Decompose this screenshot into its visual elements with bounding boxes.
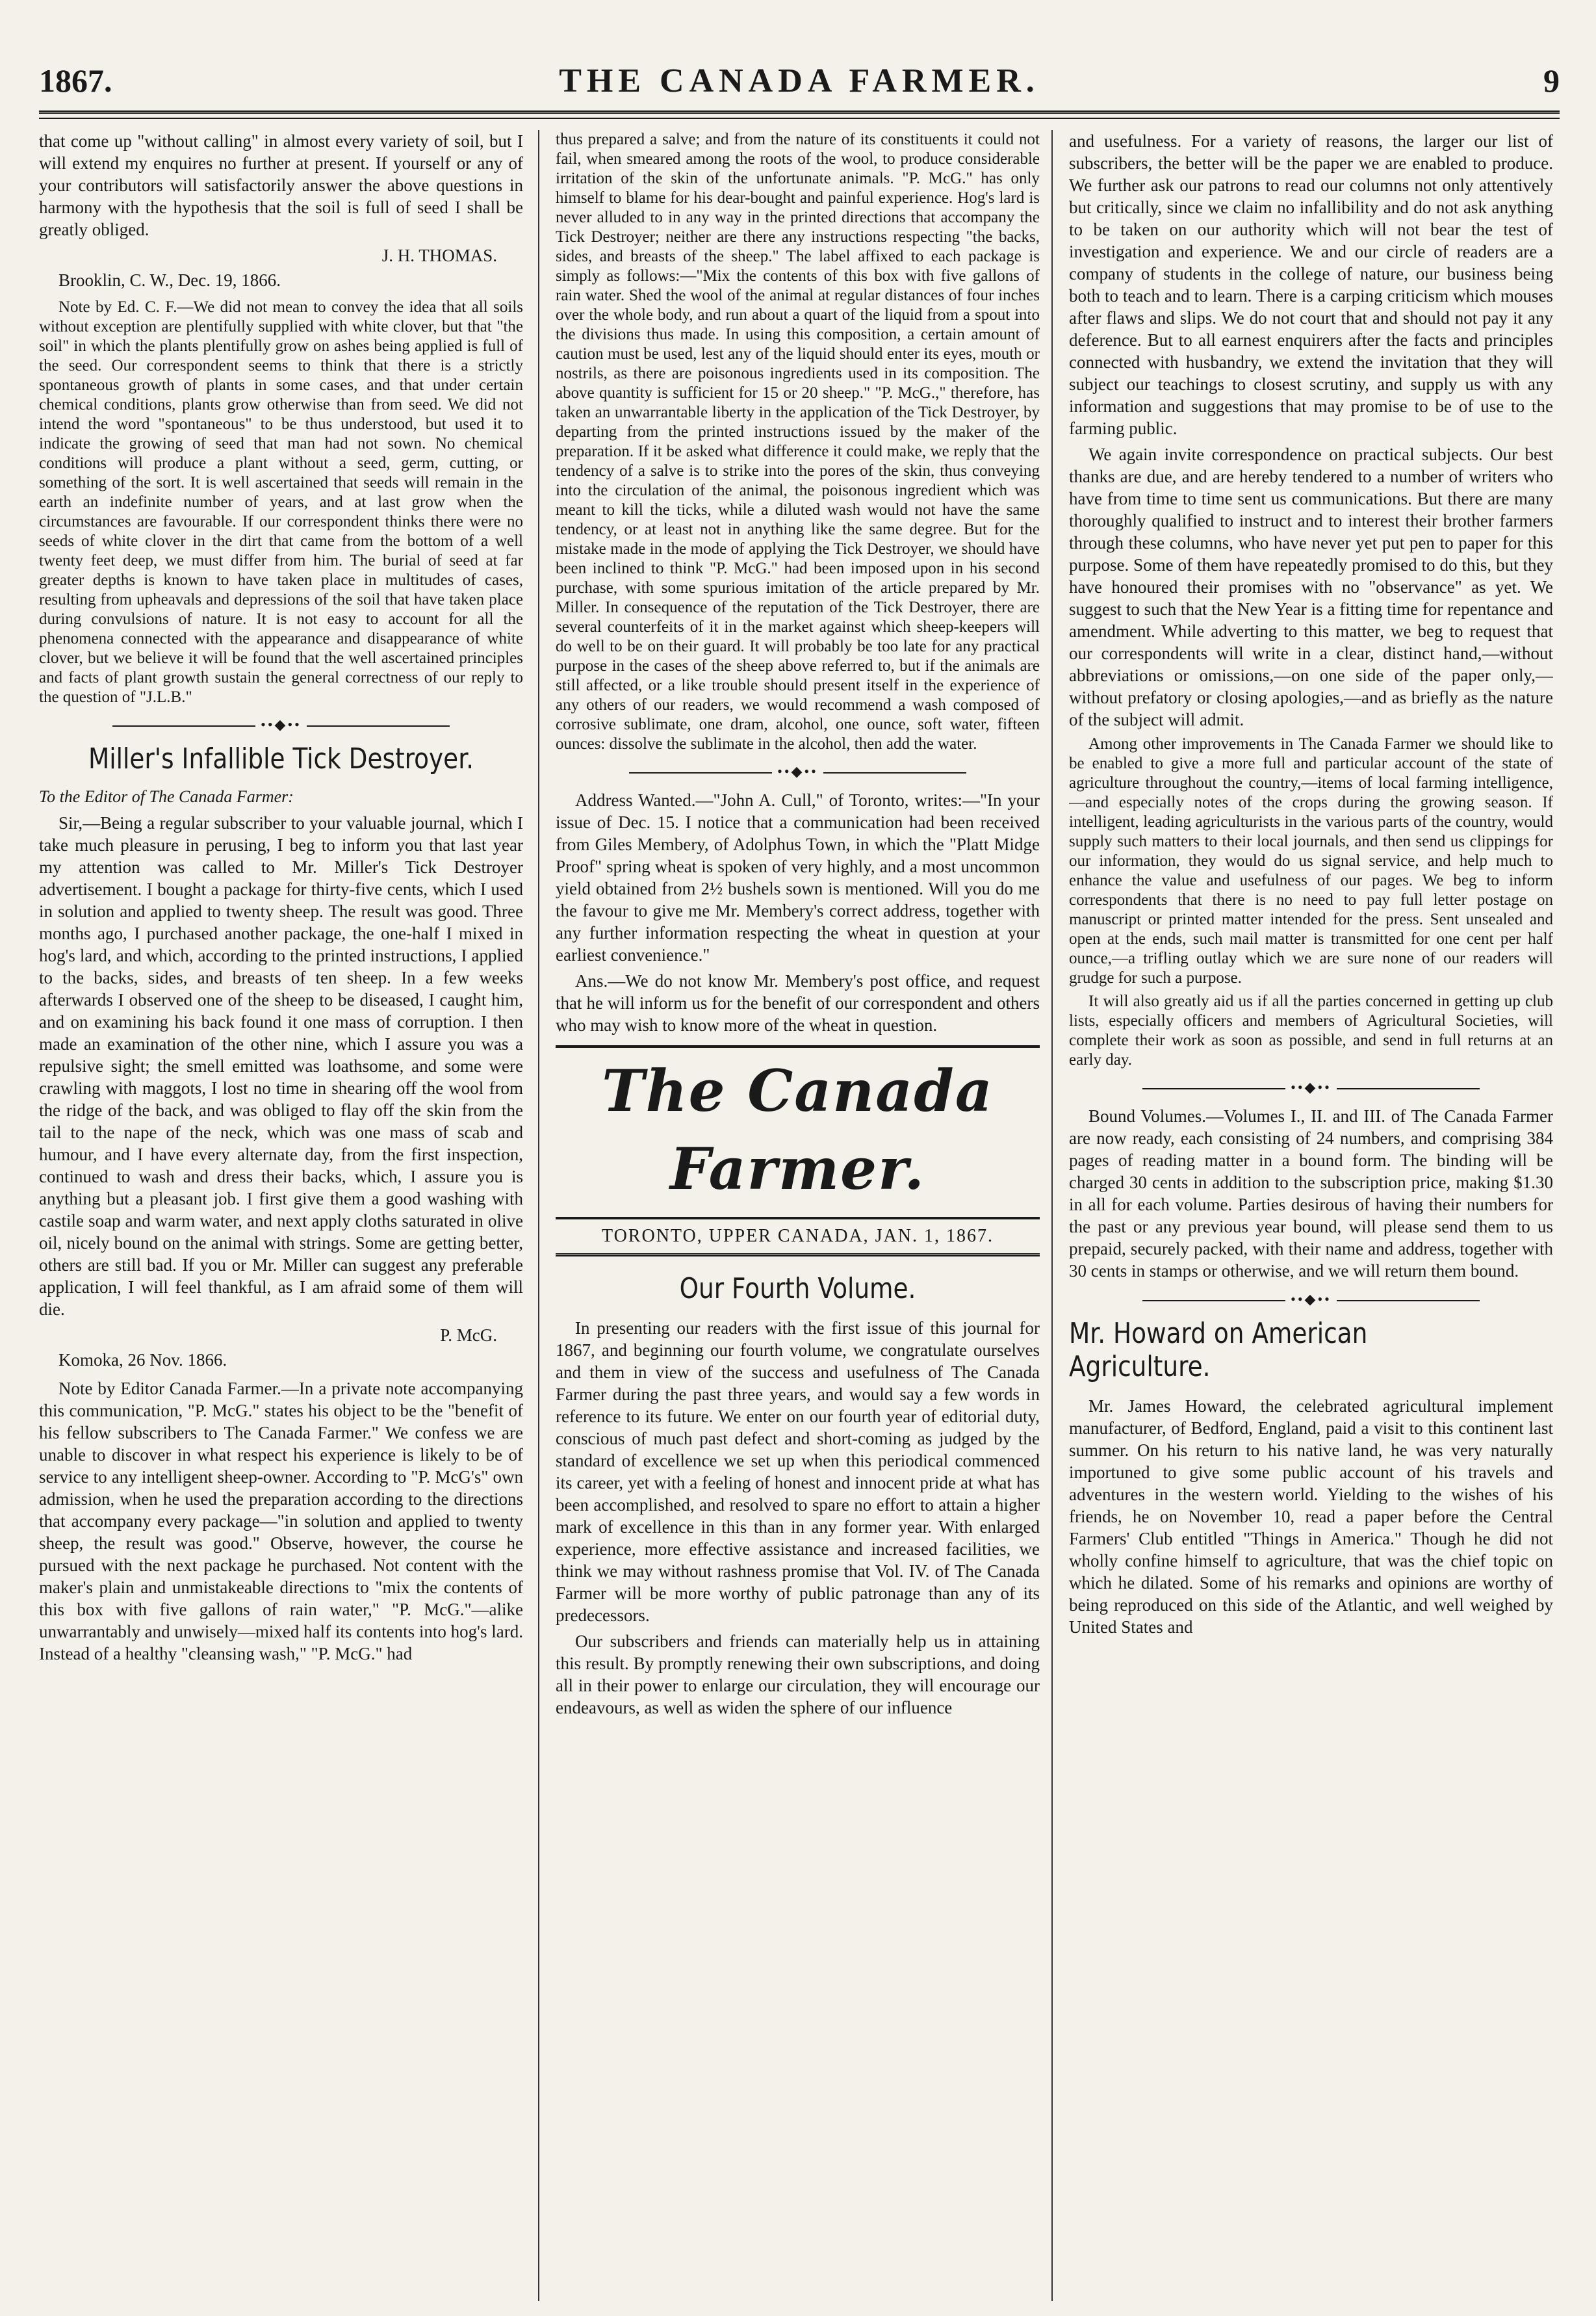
paragraph: Our subscribers and friends can materially help us in attaining this result. By promptly renewing their own subscriptions, and doing all in their power to enlarge our circulation, they will encourage our endeavours, as well as widen the sphere of our influence xyxy=(556,1632,1040,1717)
paragraph: We again invite correspondence on practical subjects. Our best thanks are due, and are hereby tendered to a number of writers who have from time to time sent us communications. But there are many thoroughly qualified to instruct and to interest their brother farmers through these columns, who have never yet put pen to paper for this purpose. Some of them have repeatedly promised to do this, but they have honoured their promises with no "observance" as yet. We suggest to such that the New Year is a fitting time for repentance and amendment. While adverting to this matter, we beg to request that our correspondents will write in a clear, distinct hand,—without abbreviations or omissions,—on one side of the paper only,—without prefatory or closing apologies,—and as briefly as the nature of the subject will admit. xyxy=(1069,445,1553,729)
editor-note: Note by Ed. C. F.—We did not mean to convey the idea that all soils without exception are plentifully supplied with white clover, but that "the soil" in which the plants plentifully grow on ashes being applied is full of the seed. Our correspondent seems to think that there is a strictly spontaneous growth of plants in some cases, and that under certain chemical conditions, plants grow otherwise than from seed. We did not intend the word "spontaneous" to be thus understood, but used it to indicate the growing of seed that man had not sown. No chemical conditions will produce a plant without a seed, germ, cutting, or something of the sort. It is well ascertained that seeds will remain in the earth an indefinite number of years, and at last grow when the circumstances are favourable. If our correspondent thinks there were no seeds of white clover in the dirt that came from the bottom of a well twenty feet deep, we must differ from him. The burial of seed at far greater depths is known to have taken place in multitudes of cases, resulting from upheavals and depressions of the soil that have taken place during convulsions of nature. It is not easy to account for all the phenomena connected with the appearance and disappearance of white clover, but we believe it will be found that the well ascertained principles and facts of plant growth sustain the general correctness of our reply to the question of "J.L.B." xyxy=(39,298,523,706)
paragraph: In presenting our readers with the first issue of this journal for 1867, and beginning our fourth volume, we congratulate ourselves and them in view of the success and usefulness of The Canada Farmer during the past three years, and would say a few words in reference to its future. We enter on our fourth year of editorial duty, conscious of much past defect and short-coming as judged by the standard of excellence we set up when this periodical commenced its career, yet with a feeling of honest and innocent pride at what has been accomplished, and resolved to spare no effort to attain a higher mark of excellence in this than in any former year. With enlarged experience, more effective assistance and increased facilities, we think we may without rashness promise that Vol. IV. of The Canada Farmer will be more worthy of public patronage than any of its predecessors. xyxy=(556,1318,1040,1625)
issue-dateline: TORONTO, UPPER CANADA, JAN. 1, 1867. xyxy=(601,1226,994,1246)
article-heading: Miller's Infallible Tick Destroyer. xyxy=(88,742,474,775)
column-1 xyxy=(39,130,523,2301)
signature: J. H. THOMAS. xyxy=(381,246,497,265)
masthead-rule xyxy=(556,1045,1040,1048)
header-rule xyxy=(39,111,1560,119)
editor-note: Note by Editor Canada Farmer.—In a private note accompanying this communication, "P. McG." states his object to be the "benefit of his fellow subscribers to The Canada Farmer." We confess we are unable to discover in what respect his experience is likely to be of service to any intelligent sheep-owner. According to "P. McG's" own admission, when he used the preparation according to the directions that accompany every package—"in solution and applied to twenty sheep, the result was good." Observe, however, the course he pursued with the next package he purchased. Not content with the maker's plain and unmistakeable directions to "mix the contents of this box with five gallons of rain water," "P. McG."—alike unwarrantably and unwisely—mixed half its contents into hog's lard. Instead of a healthy "cleansing wash," "P. McG." had xyxy=(39,1379,523,1663)
article-heading: Our Fourth Volume. xyxy=(679,1272,916,1305)
paragraph: Address Wanted.—"John A. Cull," of Toronto, writes:—"In your issue of Dec. 15. I notice that a communication had been received from Giles Membery, of Adolphus Town, in which the "Platt Midge Proof" spring wheat is spoken of very highly, and a most uncommon yield obtained from 2½ bushels sown is mentioned. Will you do me the favour to give me Mr. Membery's correct address, together with any further information respecting the wheat in question at your earliest convenience." xyxy=(556,790,1040,965)
header-year: 1867. xyxy=(39,62,112,99)
paragraph: thus prepared a salve; and from the nature of its constituents it could not fail, when smeared among the roots of the wool, to produce considerable irritation of the skin of the unfortunate animals. "P. McG." has only himself to blame for his dear-bought and painful experience. Hog's lard is never alluded to in any way in the printed directions that accompany the Tick Destroyer; neither are there any instructions respecting "the backs, sides, and breasts of the sheep." The label affixed to each package is simply as follows:—"Mix the contents of this box with five gallons of rain water. Shed the wool of the animal at regular distances of four inches over the whole body, and run about a quart of the liquid from a spout into the divisions thus made. In using this composition, a certain amount of caution must be used, lest any of the liquid should enter its eyes, mouth or nostrils, as there are poisonous ingredients used in its composition. The above quantity is sufficient for 15 or 20 sheep." "P. McG.," therefore, has taken an unwarrantable liberty in the application of the Tick Destroyer, by departing from the printed instructions issued by the maker of the preparation. If it be asked what difference it could make, we reply that the tendency of a salve is to strike into the pores of the skin, thus conveying into the circulation of the animal, the poisonous ingredient which was meant to kill the ticks, while a diluted wash would not have the same tendency, or at least not in anything like the same degree. But for the mistake made in the mode of applying the Tick Destroyer, we should have been inclined to think "P. McG." had been imposed upon in his second purchase, with some spurious imitation of the article prepared by Mr. Miller. In consequence of the reputation of the Tick Destroyer, there are several counterfeits of it in the market against which sheep-keepers will do well to be on their guard. It will probably be too late for any practical purpose in the cases of the sheep above referred to, but if the animals are still affected, or a like trouble should present itself in the experience of any others of our readers, we would recommend a wash composed of corrosive sublimate, one dram, alcohol, one ounce, soft water, fifteen ounces: dissolve the sublimate in the alcohol, then add the water. xyxy=(556,131,1040,753)
column-rule xyxy=(538,130,539,2301)
column-2 xyxy=(556,130,1040,2301)
page-number: 9 xyxy=(1543,62,1560,99)
dateline: Brooklin, C. W., Dec. 19, 1866. xyxy=(58,270,281,290)
header-title: THE CANADA FARMER. xyxy=(559,62,1040,99)
ornament-divider: ••◆•• xyxy=(39,716,523,733)
salutation: To the Editor of The Canada Farmer: xyxy=(39,787,294,806)
masthead: The Canada Farmer. xyxy=(602,1057,994,1203)
paragraph: Sir,—Being a regular subscriber to your valuable journal, which I take much pleasure in perusing, I beg to inform you that last year my attention was called to Mr. Miller's Tick Destroyer advertisement. I bought a package for thirty-five cents, which I used in solution and applied to twenty sheep. The result was good. Three months ago, I purchased another package, the one-half I mixed in hog's lard, and which, according to the printed instructions, I applied to the backs, sides, and breasts of ten sheep. In a few weeks afterwards I observed one of the sheep to be diseased, I caught him, and on examining his back found it one mass of corruption. I then made an examination of the other nine, which I assure you was a repulsive sight; the smell emitted was loathsome, and some were crawling with maggots, I lost no time in shearing off the wool from the ridge of the back, and was obliged to flay off the skin from the tail to the nape of the neck, which was one mass of scab and humour, and I have every alternate day, from the first inspection, continued to wash and dress their backs, which, I assure you is anything but a pleasant job. I first give them a good washing with castile soap and warm water, and next apply cloths saturated in olive oil, nicely bound on the animal with strings. Some are getting better, others are still bad. If you or Mr. Miller can suggest any preferable application, I will feel thankful, as I am afraid some of them will die. xyxy=(39,813,523,1319)
paragraph: Ans.—We do not know Mr. Membery's post office, and request that he will inform us for the benefit of our correspondent and others who may wish to know more of the wheat in question. xyxy=(556,971,1040,1035)
ornament-divider: ••◆•• xyxy=(1069,1079,1553,1096)
paragraph: Mr. James Howard, the celebrated agricultural implement manufacturer, of Bedford, England, paid a visit to this continent last summer. On his return to his native land, he was very naturally importuned to give some public account of his travels and adventures in the western world. Yielding to the wishes of his friends, he on November 10, read a paper before the Central Farmers' Club entitled "Things in America." Though he did not wholly confine himself to agriculture, that was the chief topic on which he dilated. Some of his remarks and opinions are worthy of being reproduced on this side of the Atlantic, and well weighed by United States and xyxy=(1069,1396,1553,1637)
paragraph: Bound Volumes.—Volumes I., II. and III. of The Canada Farmer are now ready, each consisting of 24 numbers, and comprising 384 pages of reading matter in a bound form. The binding will be charged 30 cents in addition to the subscription price, making $1.30 in all for each volume. Parties desirous of having their numbers for the past or any previous year bound, will please send them to us prepaid, securely packed, with their name and address, together with 30 cents in stamps or otherwise, and we will return them bound. xyxy=(1069,1106,1553,1281)
dateline: Komoka, 26 Nov. 1866. xyxy=(58,1350,227,1370)
ornament-divider: ••◆•• xyxy=(556,763,1040,780)
paragraph: It will also greatly aid us if all the parties concerned in getting up club lists, especially officers and members of Agricultural Societies, will complete their work as soon as possible, and send in full returns at an early day. xyxy=(1069,993,1553,1069)
paragraph: and usefulness. For a variety of reasons, the larger our list of subscribers, the better will be the paper we are enabled to produce. We further ask our patrons to read our columns not only attentively but critically, since we claim no infallibility and do not ask anything to be taken on our authority which will not bear the test of investigation and experience. We and our circle of readers are a company of students in the college of nature, our business being both to teach and to learn. There is a carping criticism which mouses after flaws and slips. We do not court that and should not pay it any deference. But to all earnest enquirers after the facts and principles connected with husbandry, we extend the invitation that they will subject our teachings to closest scrutiny, and supply us with any information and suggestions that may promise to be of use to the farming public. xyxy=(1069,131,1553,438)
column-rule xyxy=(1051,130,1053,2301)
paragraph: that come up "without calling" in almost every variety of soil, but I will extend my enquires no further at present. If yourself or any of your contributors will satisfactorily answer the above questions in harmony with the hypothesis that the soil is full of seed I shall be greatly obliged. xyxy=(39,131,523,239)
signature: P. McG. xyxy=(440,1325,497,1345)
masthead-rule xyxy=(556,1217,1040,1219)
column-3 xyxy=(1069,130,1553,2301)
double-rule xyxy=(556,1253,1040,1260)
paragraph: Among other improvements in The Canada Farmer we should like to be enabled to give a more full and particular account of the state of agriculture throughout the country,—items of local farming intelligence,—and especially notes of the crops during the growing season. If intelligent, leading agriculturists in the various parts of the country, would supply such matters to their local journals, and then send us clippings for our information, they would do us signal service, and help much to enhance the value and usefulness of our pages. We beg to inform correspondents that there is no need to pay full letter postage on manuscript or printed matter intended for the press. Sent unsealed and open at the ends, such mail matter is transmitted for one cent per half ounce,—a trifling outlay which we are sure none of our readers will grudge for such a purpose. xyxy=(1069,735,1553,987)
ornament-divider: ••◆•• xyxy=(1069,1291,1553,1308)
article-heading: Mr. Howard on American Agriculture. xyxy=(1069,1317,1368,1383)
page-header xyxy=(39,62,1560,114)
